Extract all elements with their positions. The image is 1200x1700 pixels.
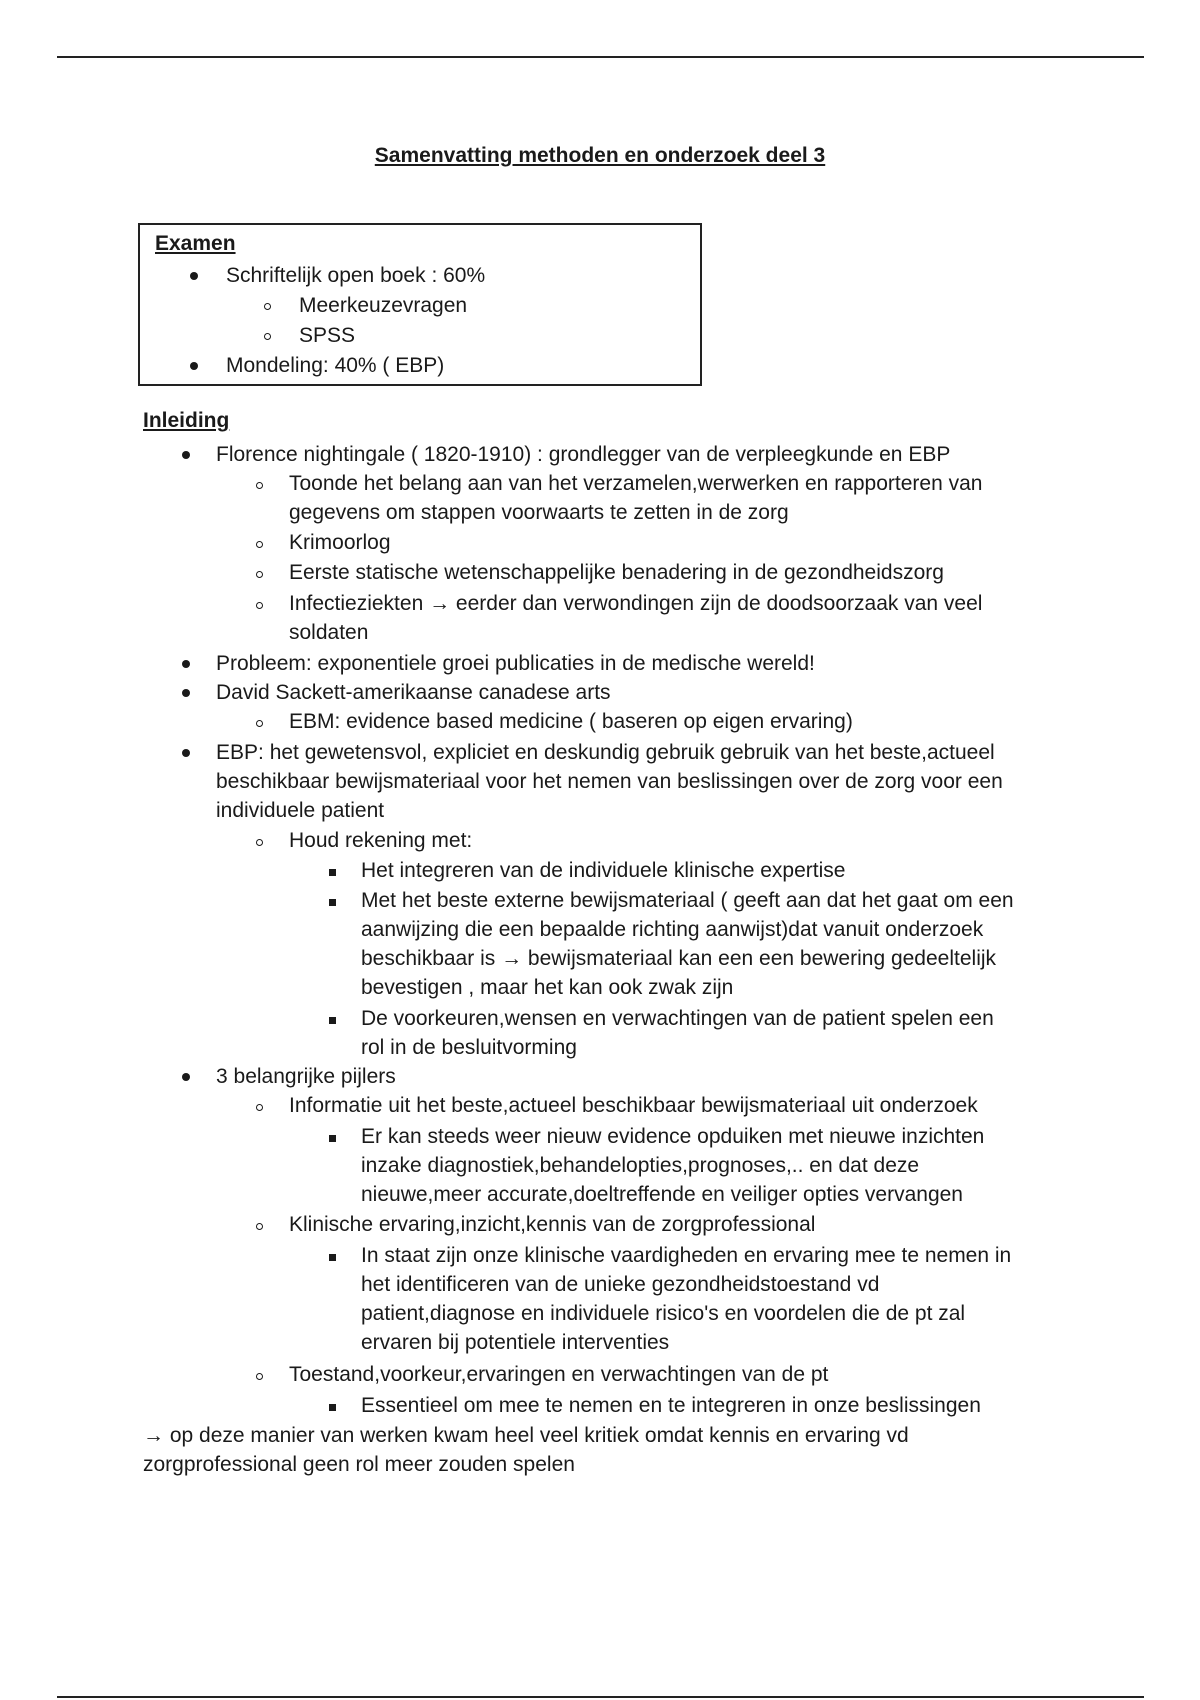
bullet-circle-icon [256, 602, 263, 609]
intro-line: bevestigen , maar het kan ook zwak zijn [361, 976, 734, 999]
intro-line: patient,diagnose en individuele risico's en voordelen die de pt zal [361, 1302, 966, 1325]
intro-line: Essentieel om mee te nemen en te integreren in onze beslissingen [361, 1394, 981, 1417]
intro-line: soldaten [289, 621, 369, 644]
intro-line: Krimoorlog [289, 531, 391, 554]
bullet-circle-icon [256, 839, 263, 846]
intro-line: nieuwe,meer accurate,doeltreffende en veiliger opties vervangen [361, 1183, 963, 1206]
intro-line: EBM: evidence based medicine ( baseren op eigen ervaring) [289, 710, 853, 733]
bullet-dot-icon [190, 362, 198, 370]
intro-line: individuele patient [216, 799, 385, 822]
intro-line: Probleem: exponentiele groei publicaties in de medische wereld! [216, 652, 815, 675]
bullet-circle-icon [256, 482, 263, 489]
bullet-circle-icon [256, 720, 263, 727]
intro-line: EBP: het gewetensvol, expliciet en deskundig gebruik gebruik van het beste,actueel [216, 741, 995, 764]
intro-line: beschikbaar is → bewijsmateriaal kan een een bewering gedeeltelijk [361, 947, 997, 970]
bullet-circle-icon [256, 1104, 263, 1111]
bullet-circle-icon [256, 1373, 263, 1380]
intro-line: Het integreren van de individuele klinische expertise [361, 859, 846, 882]
bullet-circle-icon [264, 303, 271, 310]
intro-line: het identificeren van de unieke gezondheidstoestand vd [361, 1273, 880, 1296]
intro-line: aanwijzing die een bepaalde richting aanwijst)dat vanuit onderzoek [361, 918, 984, 941]
intro-line: David Sackett-amerikaanse canadese arts [216, 681, 611, 704]
footer-rule [57, 1696, 1144, 1698]
bullet-dot-icon [182, 451, 190, 459]
intro-line: → op deze manier van werken kwam heel veel kritiek omdat kennis en ervaring vd [143, 1424, 909, 1447]
intro-line: Informatie uit het beste,actueel beschikbaar bewijsmateriaal uit onderzoek [289, 1094, 978, 1117]
intro-line: zorgprofessional geen rol meer zouden spelen [143, 1453, 575, 1476]
header-rule [57, 56, 1144, 58]
intro-line: ervaren bij potentiele interventies [361, 1331, 670, 1354]
intro-line: Toonde het belang aan van het verzamelen,werwerken en rapporteren van [289, 472, 983, 495]
intro-line: De voorkeuren,wensen en verwachtingen van de patient spelen een [361, 1007, 994, 1030]
bullet-circle-icon [256, 541, 263, 548]
bullet-square-icon [329, 899, 336, 906]
intro-line: inzake diagnostiek,behandelopties,prognoses,.. en dat deze [361, 1154, 920, 1177]
bullet-dot-icon [182, 1073, 190, 1081]
exam-heading: Examen [155, 232, 236, 255]
intro-heading: Inleiding [143, 409, 230, 432]
bullet-dot-icon [182, 749, 190, 757]
intro-line: Er kan steeds weer nieuw evidence opduiken met nieuwe inzichten [361, 1125, 985, 1148]
intro-line: rol in de besluitvorming [361, 1036, 577, 1059]
bullet-square-icon [329, 1017, 336, 1024]
intro-line: Infectieziekten → eerder dan verwondingen zijn de doodsoorzaak van veel [289, 592, 983, 615]
bullet-square-icon [329, 1254, 336, 1261]
intro-line: Met het beste externe bewijsmateriaal ( geeft aan dat het gaat om een [361, 889, 1014, 912]
bullet-dot-icon [182, 660, 190, 668]
exam-item: Mondeling: 40% ( EBP) [226, 354, 445, 377]
bullet-circle-icon [256, 1223, 263, 1230]
bullet-square-icon [329, 1404, 336, 1411]
bullet-circle-icon [256, 571, 263, 578]
exam-item: SPSS [299, 324, 356, 347]
bullet-circle-icon [264, 333, 271, 340]
exam-item: Schriftelijk open boek : 60% [226, 264, 486, 287]
intro-line: gegevens om stappen voorwaarts te zetten in de zorg [289, 501, 789, 524]
bullet-dot-icon [182, 689, 190, 697]
exam-item: Meerkeuzevragen [299, 294, 468, 317]
intro-line: Florence nightingale ( 1820-1910) : grondlegger van de verpleegkunde en EBP [216, 443, 951, 466]
intro-line: Toestand,voorkeur,ervaringen en verwachtingen van de pt [289, 1363, 829, 1386]
intro-line: Klinische ervaring,inzicht,kennis van de zorgprofessional [289, 1213, 816, 1236]
bullet-dot-icon [190, 272, 198, 280]
intro-line: Houd rekening met: [289, 829, 473, 852]
bullet-square-icon [329, 1135, 336, 1142]
bullet-square-icon [329, 869, 336, 876]
intro-line: beschikbaar bewijsmateriaal voor het nemen van beslissingen over de zorg voor een [216, 770, 1003, 793]
intro-line: In staat zijn onze klinische vaardigheden en ervaring mee te nemen in [361, 1244, 1012, 1267]
document-title: Samenvatting methoden en onderzoek deel 3 [374, 144, 826, 167]
intro-line: Eerste statische wetenschappelijke benadering in de gezondheidszorg [289, 561, 944, 584]
intro-line: 3 belangrijke pijlers [216, 1065, 396, 1088]
